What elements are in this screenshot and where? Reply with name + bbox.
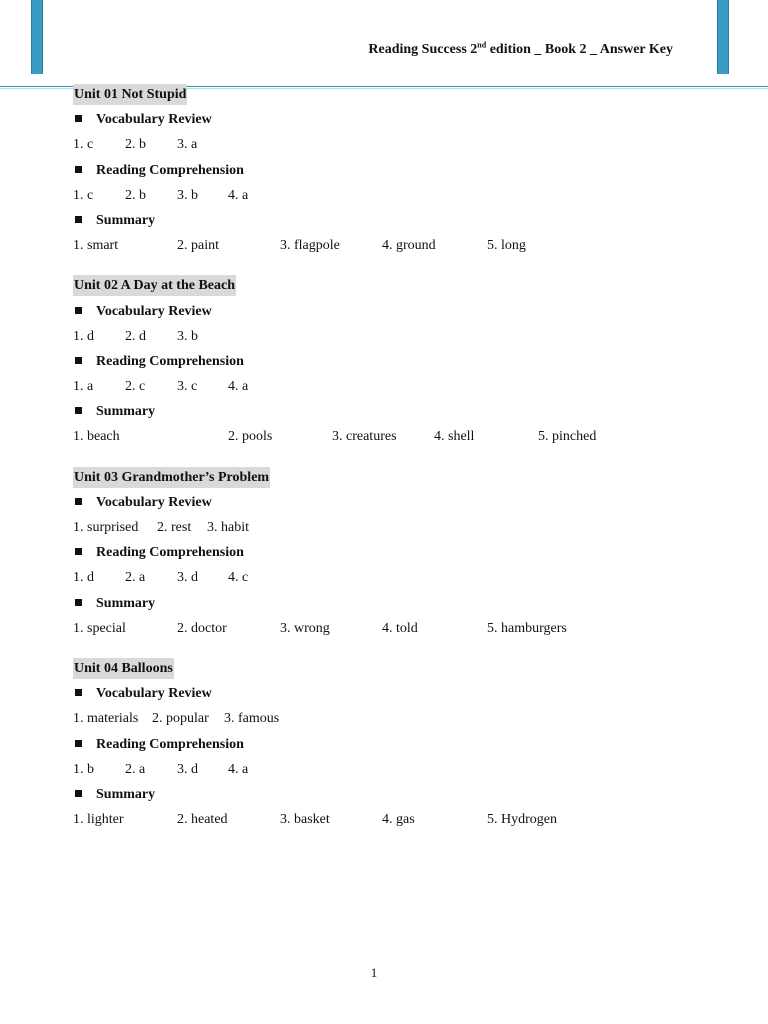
square-bullet-icon: [75, 689, 82, 696]
square-bullet-icon: [75, 740, 82, 747]
left-accent-bar: [31, 0, 43, 74]
answer-item: 2. b: [125, 187, 146, 203]
unit-section: [73, 82, 723, 258]
answer-item: 2. rest: [157, 520, 192, 535]
answer-item: 2. pools: [228, 429, 273, 445]
answer-item: 4. gas: [382, 812, 415, 828]
square-bullet-icon: [75, 599, 82, 606]
unit-title: Unit 03 Grandmother’s Problem: [73, 467, 270, 488]
unit-title: Unit 04 Balloons: [73, 658, 174, 679]
answer-item: 3. basket: [280, 812, 330, 828]
answer-item: 1. surprised: [73, 520, 139, 535]
answer-item: 3. d: [177, 570, 198, 586]
answers-summary: [73, 807, 723, 832]
answer-item: 1. d: [73, 328, 94, 344]
square-bullet-icon: [75, 548, 82, 555]
answers-comprehension: [73, 565, 723, 590]
answer-item: 4. a: [228, 761, 249, 777]
answer-item: 1. b: [73, 761, 94, 777]
section-heading-comprehension: Reading Comprehension: [73, 732, 723, 757]
answer-item: 1. smart: [73, 238, 119, 254]
answers-summary: [73, 424, 723, 449]
section-heading-summary: Summary: [73, 399, 723, 424]
answer-item: 3. b: [177, 187, 198, 203]
answer-item: 1. materials: [73, 711, 139, 727]
answer-item: 2. b: [125, 137, 146, 153]
answer-item: 3. c: [177, 379, 198, 395]
square-bullet-icon: [75, 790, 82, 797]
answer-item: 5. hamburgers: [487, 620, 567, 636]
answer-item: 1. c: [73, 187, 94, 203]
answer-item: 3. creatures: [332, 429, 397, 445]
answer-item: 1. beach: [73, 429, 120, 445]
section-heading-comprehension: Reading Comprehension: [73, 349, 723, 374]
answer-item: 2. paint: [177, 238, 219, 254]
answer-item: 4. a: [228, 187, 249, 203]
section-heading-comprehension: Reading Comprehension: [73, 158, 723, 183]
unit-title: Unit 01 Not Stupid: [73, 84, 187, 105]
answer-item: 5. pinched: [538, 429, 597, 445]
answer-item: 5. Hydrogen: [487, 812, 557, 828]
answers-summary: [73, 616, 723, 641]
square-bullet-icon: [75, 307, 82, 314]
square-bullet-icon: [75, 498, 82, 505]
square-bullet-icon: [75, 166, 82, 173]
right-accent-bar: [717, 0, 729, 74]
answer-item: 2. popular: [152, 711, 209, 727]
answers-vocab: [73, 706, 723, 731]
answer-item: 1. lighter: [73, 812, 124, 828]
answer-item: 1. special: [73, 620, 126, 636]
section-heading-comprehension: Reading Comprehension: [73, 540, 723, 565]
unit-section: [73, 273, 723, 449]
answer-item: 4. told: [382, 620, 418, 636]
unit-title: Unit 02 A Day at the Beach: [73, 275, 236, 296]
answers-comprehension: [73, 374, 723, 399]
answer-item: 4. shell: [434, 429, 475, 445]
section-heading-vocab: Vocabulary Review: [73, 490, 723, 515]
answers-summary: [73, 233, 723, 258]
answer-item: 4. a: [228, 379, 249, 395]
answer-item: 3. d: [177, 761, 198, 777]
answer-item: 2. a: [125, 761, 146, 777]
answer-item: 1. a: [73, 379, 94, 395]
answer-item: 2. heated: [177, 812, 228, 828]
square-bullet-icon: [75, 357, 82, 364]
answers-vocab: [73, 324, 723, 349]
answer-item: 3. famous: [224, 711, 280, 727]
answer-key-content: [73, 82, 723, 847]
square-bullet-icon: [75, 407, 82, 414]
answer-item: 3. a: [177, 137, 198, 153]
page-number: 1: [370, 965, 378, 980]
square-bullet-icon: [75, 115, 82, 122]
section-heading-vocab: Vocabulary Review: [73, 681, 723, 706]
header-title-sup: nd: [477, 40, 487, 50]
answer-item: 3. flagpole: [280, 238, 340, 254]
answer-item: 4. ground: [382, 238, 436, 254]
header-title-prefix: Reading Success 2: [368, 42, 478, 57]
answer-item: 2. a: [125, 570, 146, 586]
section-heading-summary: Summary: [73, 782, 723, 807]
answer-item: 3. b: [177, 328, 198, 344]
section-heading-summary: Summary: [73, 591, 723, 616]
answers-comprehension: [73, 183, 723, 208]
unit-section: [73, 656, 723, 832]
answer-item: 5. long: [487, 238, 526, 254]
answer-item: 3. wrong: [280, 620, 330, 636]
answer-item: 2. c: [125, 379, 146, 395]
answers-vocab: [73, 132, 723, 157]
section-heading-vocab: Vocabulary Review: [73, 299, 723, 324]
answer-item: 2. doctor: [177, 620, 227, 636]
answers-comprehension: [73, 757, 723, 782]
answer-item: 2. d: [125, 328, 146, 344]
unit-section: [73, 465, 723, 641]
page-header: [368, 42, 673, 58]
answer-item: 1. c: [73, 137, 94, 153]
answer-item: 1. d: [73, 570, 94, 586]
answers-vocab: [73, 515, 723, 540]
header-title-suffix: edition _ Book 2 _ Answer Key: [486, 42, 673, 57]
section-heading-summary: Summary: [73, 208, 723, 233]
section-heading-vocab: Vocabulary Review: [73, 107, 723, 132]
answer-item: 3. habit: [207, 520, 249, 535]
answer-item: 4. c: [228, 570, 249, 586]
square-bullet-icon: [75, 216, 82, 223]
